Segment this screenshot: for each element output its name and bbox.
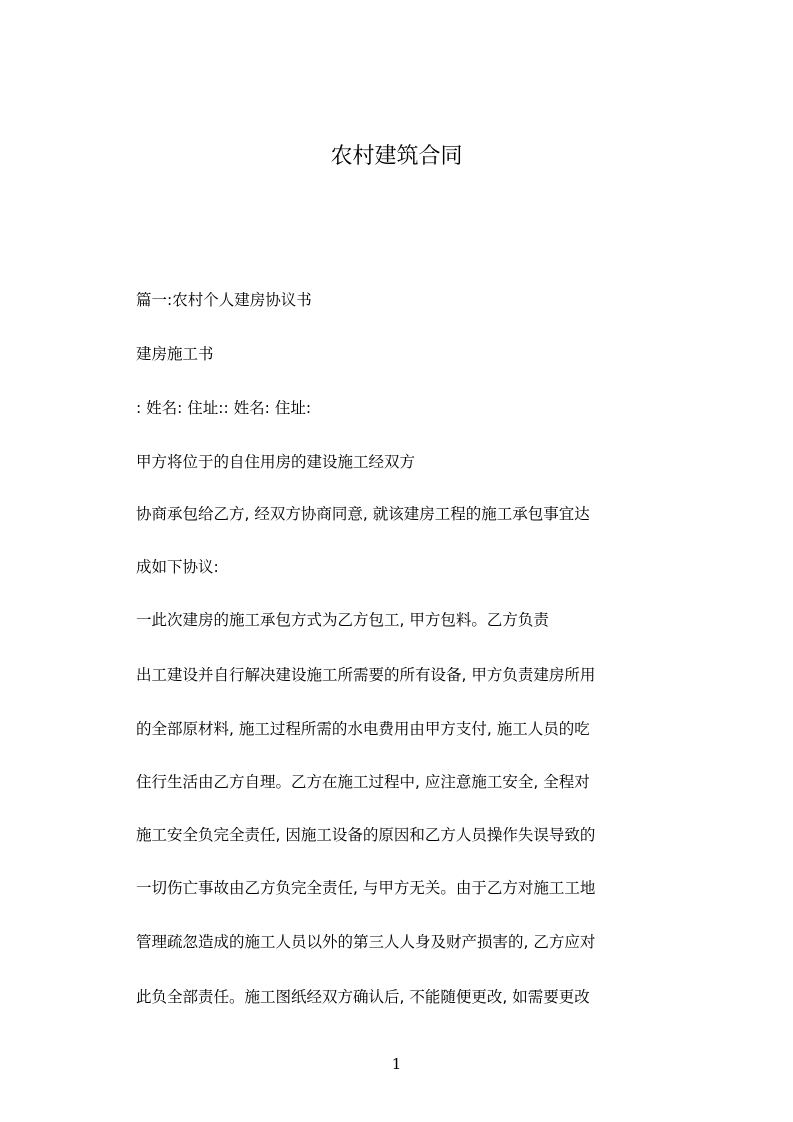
paragraph-line: 一切伤亡事故由乙方负完全责任, 与甲方无关。由于乙方对施工工地 <box>136 879 596 897</box>
paragraph-line: : 姓名: 住址:: 姓名: 住址: <box>136 399 312 417</box>
section-heading: 篇一:农村个人建房协议书 <box>136 291 312 309</box>
paragraph-line: 一此次建房的施工承包方式为乙方包工, 甲方包料。乙方负责 <box>136 611 549 629</box>
paragraph-line: 的全部原材料, 施工过程所需的水电费用由甲方支付, 施工人员的吃 <box>136 720 590 738</box>
paragraph-line: 施工安全负完全责任, 因施工设备的原因和乙方人员操作失误导致的 <box>136 826 596 844</box>
paragraph-line: 协商承包给乙方, 经双方协商同意, 就该建房工程的施工承包事宜达 <box>136 505 590 523</box>
paragraph-line: 管理疏忽造成的施工人员以外的第三人人身及财产损害的, 乙方应对 <box>136 933 596 951</box>
paragraph-line: 住行生活由乙方自理。乙方在施工过程中, 应注意施工安全, 全程对 <box>136 773 590 791</box>
paragraph-line: 建房施工书 <box>136 345 214 363</box>
page-number: 1 <box>391 1055 402 1073</box>
paragraph-line: 成如下协议: <box>136 558 219 576</box>
paragraph-line: 出工建设并自行解决建设施工所需要的所有设备, 甲方负责建房所用 <box>136 666 596 684</box>
paragraph-line: 甲方将位于的自住用房的建设施工经双方 <box>136 453 416 471</box>
document-title: 农村建筑合同 <box>330 144 463 169</box>
paragraph-line: 此负全部责任。施工图纸经双方确认后, 不能随便更改, 如需要更改 <box>136 988 590 1006</box>
